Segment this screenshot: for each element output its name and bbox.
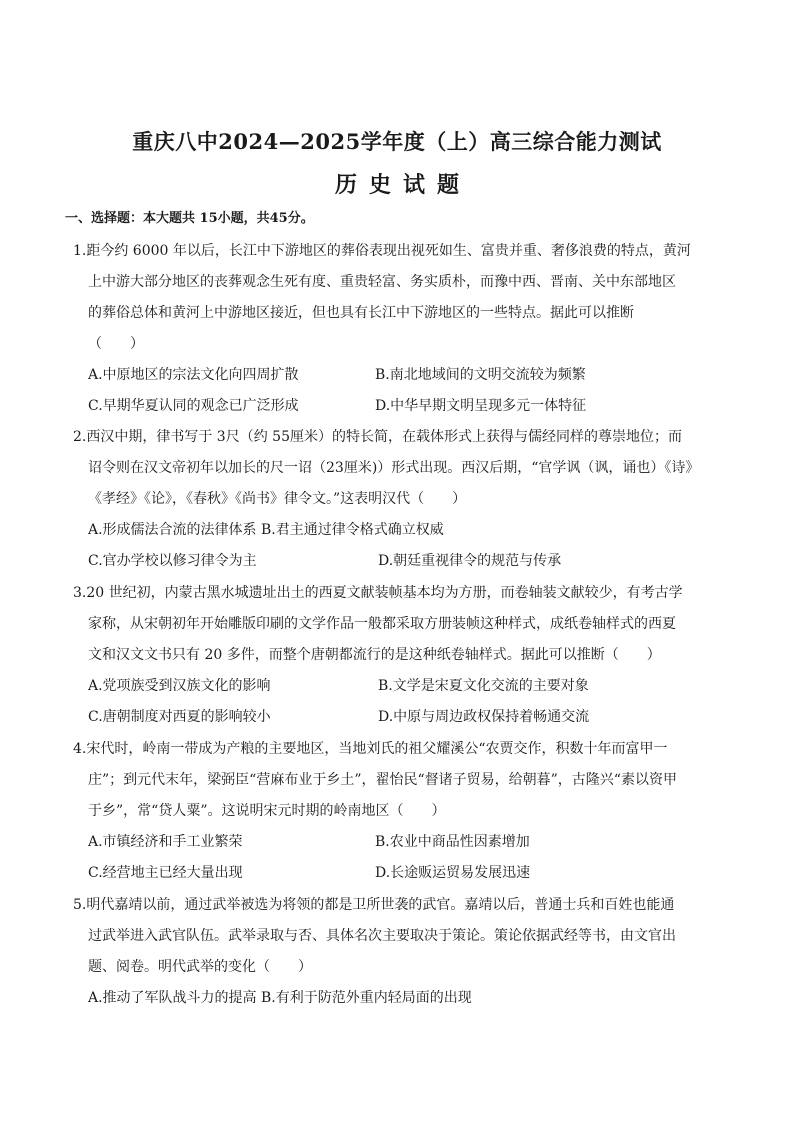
question-4-line-2: 庄”；到元代末年，梁弼臣“营麻布业于乡土”，翟怡民“督诸子贸易，给朝暮”，古隆兴“素以资甲 <box>88 772 677 788</box>
question-1-line-2: 上中游大部分地区的丧葬观念生死有度、重贵轻富、务实质朴，而豫中西、晋南、关中东部地区 <box>88 274 676 290</box>
exam-title: 重庆八中2024—2025学年度（上）高三综合能力测试 <box>132 129 662 154</box>
question-3-line-2: 家称，从宋朝初年开始雕版印刷的文学作品一般都采取方册装帧这种样式，成纸卷轴样式的西夏 <box>88 616 676 632</box>
subject-title: 历史试题 <box>334 172 471 198</box>
question-3-option-a[interactable]: A.党项族受到汉族文化的影响 <box>88 678 271 694</box>
question-1-line-3: 的葬俗总体和黄河上中游地区接近，但也具有长江中下游地区的一些特点。据此可以推断 <box>88 305 634 321</box>
question-4-option-b[interactable]: B.农业中商品性因素增加 <box>375 834 530 850</box>
question-4-option-d[interactable]: D.长途贩运贸易发展迅速 <box>375 865 531 881</box>
question-2-option-ab[interactable]: A.形成儒法合流的法律体系 B.君主通过律令格式确立权威 <box>88 522 444 538</box>
question-1-option-c[interactable]: C.早期华夏认同的观念已广泛形成 <box>88 398 299 414</box>
question-1-option-b[interactable]: B.南北地域间的文明交流较为频繁 <box>375 367 586 383</box>
question-2-line-3: 《孝经》《论》，《春秋》《尚书》律令文。”这表明汉代（ ） <box>88 491 467 507</box>
question-2-option-c[interactable]: C.官办学校以修习律令为主 <box>88 553 257 569</box>
question-1-line-1: 1.距今约 6000 年以后，长江中下游地区的葬俗表现出视死如生、富贵并重、奢侈浪费的特点，黄河 <box>73 243 691 259</box>
question-3-line-1: 3.20 世纪初，内蒙古黑水城遗址出土的西夏文献装帧基本均为方册，而卷轴装文献较少，有考古学 <box>73 585 683 601</box>
question-1-option-d[interactable]: D.中华早期文明呈现多元一体特征 <box>375 398 587 414</box>
question-4-line-3: 于乡”，常“贷人粟”。这说明宋元时期的岭南地区（ ） <box>88 803 446 819</box>
question-3-line-3: 文和汉文文书只有 20 多件，而整个唐朝都流行的是这种纸卷轴样式。据此可以推断（ ） <box>88 647 661 663</box>
section-heading: 一、选择题：本大题共 15小题，共45分。 <box>65 211 314 226</box>
question-3-option-b[interactable]: B.文学是宋夏文化交流的主要对象 <box>378 678 589 694</box>
question-5-option-ab[interactable]: A.推动了军队战斗力的提高 B.有利于防范外重内轻局面的出现 <box>88 990 472 1006</box>
question-2-line-1: 2.西汉中期，律书写于 3尺（约 55厘米）的特长简，在载体形式上获得与儒经同样的尊崇地位；而 <box>73 429 682 445</box>
question-2-option-d[interactable]: D.朝廷重视律令的规范与传承 <box>378 553 562 569</box>
question-4-option-c[interactable]: C.经营地主已经大量出现 <box>88 865 243 881</box>
question-1-line-4: （ ） <box>88 336 144 352</box>
question-5-line-1: 5.明代嘉靖以前，通过武举被选为将领的都是卫所世袭的武官。嘉靖以后，普通士兵和百姓也能通 <box>73 897 675 913</box>
question-4-option-a[interactable]: A.市镇经济和手工业繁荣 <box>88 834 243 850</box>
question-3-option-d[interactable]: D.中原与周边政权保持着畅通交流 <box>378 709 590 725</box>
question-2-line-2: 诏令则在汉文帝初年以加长的尺一诏（23厘米)）形式出现。西汉后期，“官学讽（讽，诵也）《诗》 <box>88 460 700 476</box>
question-5-line-2: 过武举进入武官队伍。武举录取与否、具体名次主要取决于策论。策论依据武经等书，由文官出 <box>88 928 676 944</box>
question-4-line-1: 4.宋代时，岭南一带成为产粮的主要地区，当地刘氏的祖父耀溪公“农贾交作，积数十年而富甲一 <box>73 741 668 757</box>
question-5-line-3: 题、阅卷。明代武举的变化（ ） <box>88 959 312 975</box>
question-3-option-c[interactable]: C.唐朝制度对西夏的影响较小 <box>88 709 271 725</box>
question-1-option-a[interactable]: A.中原地区的宗法文化向四周扩散 <box>88 367 299 383</box>
